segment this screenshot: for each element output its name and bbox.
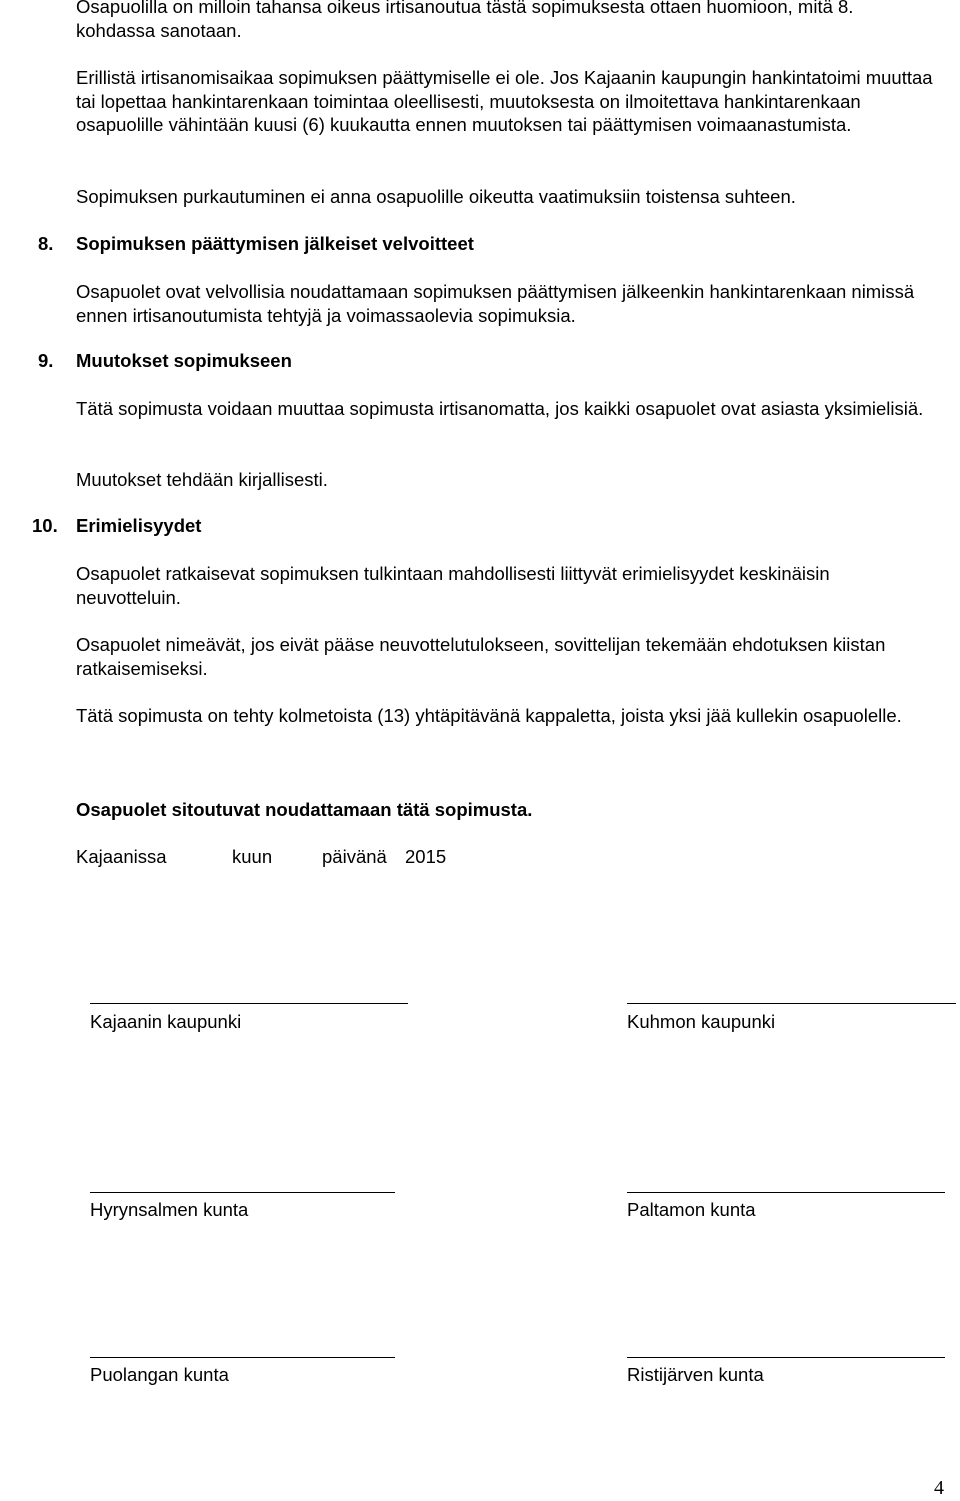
signatory-name: Puolangan kunta [90,1364,229,1385]
signatory-name: Kuhmon kaupunki [627,1011,776,1032]
page-number: 4 [934,1477,944,1499]
section-title: Sopimuksen päättymisen jälkeiset velvoitteet [76,233,474,254]
signature-line [627,1357,945,1358]
signature-line [90,1003,408,1004]
signature-line [627,1192,945,1193]
section-number: 10. [32,515,58,536]
section-paragraph: Osapuolet ratkaisevat sopimuksen tulkintaan mahdollisesti liittyvät erimielisyydet keskinäisin neuvotteluin. [76,563,830,608]
intro-paragraph-1: Osapuolilla on milloin tahansa oikeus irtisanoutua tästä sopimuksesta ottaen huomioon, mitä 8. kohdassa sanotaan. [76,0,854,41]
signatory-name: Kajaanin kaupunki [90,1011,242,1032]
section-paragraph: Osapuolet ovat velvollisia noudattamaan sopimuksen päättymisen jälkeenkin hankintarenkaan nimissä ennen irtisanoutumista tehtyjä ja voimassaolevia sopimuksia. [76,281,915,326]
section-paragraph: Tätä sopimusta voidaan muuttaa sopimusta irtisanomatta, jos kaikki osapuolet ovat asiasta yksimielisiä. [76,398,924,419]
section-title: Erimielisyydet [76,515,202,536]
section-paragraph: Muutokset tehdään kirjallisesti. [76,469,328,490]
signatory-name: Hyrynsalmen kunta [90,1199,249,1220]
section-number: 8. [38,233,54,254]
section-paragraph: Tätä sopimusta on tehty kolmetoista (13) yhtäpitävänä kappaletta, joista yksi jää kullekin osapuolelle. [76,705,902,726]
signature-line [627,1003,956,1004]
section-title: Muutokset sopimukseen [76,350,292,371]
section-paragraph: Osapuolet nimeävät, jos eivät pääse neuvottelutulokseen, sovittelijan tekemään ehdotuksen kiistan ratkaisemiseksi. [76,634,886,679]
date-month-word: kuun [232,846,273,867]
signature-line [90,1192,395,1193]
date-year: 2015 [405,846,447,867]
intro-paragraph-3: Sopimuksen purkautuminen ei anna osapuolille oikeutta vaatimuksiin toistensa suhteen. [76,186,796,207]
intro-paragraph-2: Erillistä irtisanomisaikaa sopimuksen päättymiselle ei ole. Jos Kajaanin kaupungin hankintatoimi muuttaa tai lopettaa hankintarenkaan toimintaa oleellisesti, muutoksesta on ilmoitettava hankintarenkaan osapuolille vähintään kuusi (6) kuukautta ennen muutoksen tai päättymisen voimaanastumista. [76,67,933,135]
signature-line [90,1357,395,1358]
date-day-word: päivänä [322,846,387,867]
signatory-name: Ristijärven kunta [627,1364,764,1385]
section-number: 9. [38,350,54,371]
signatory-name: Paltamon kunta [627,1199,756,1220]
date-place: Kajaanissa [76,846,167,867]
closing-statement: Osapuolet sitoutuvat noudattamaan tätä sopimusta. [76,799,533,820]
